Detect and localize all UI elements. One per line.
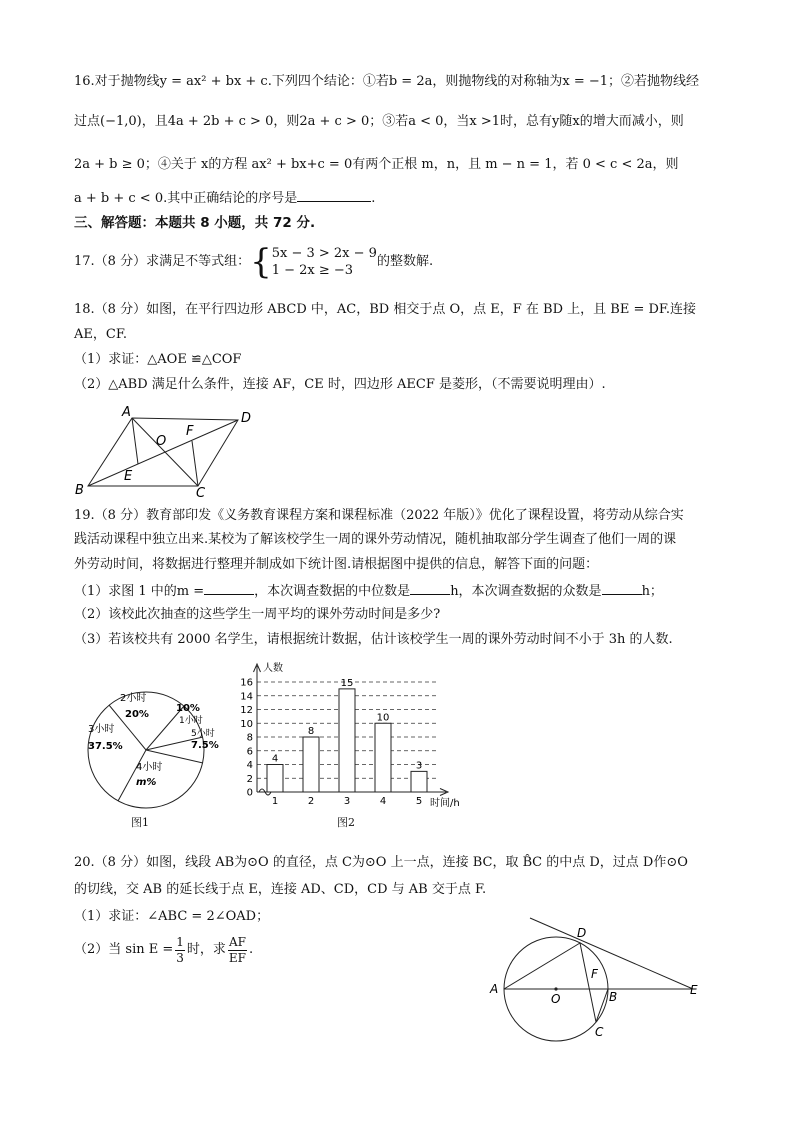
segment-cf [192, 441, 198, 486]
y-tick-label: 8 [246, 732, 253, 744]
sin-fraction-den: 3 [176, 950, 184, 965]
q19-part-1-b: ，本次调查数据的中位数是 [254, 584, 411, 599]
q17 [74, 242, 754, 282]
ratio-fraction [228, 935, 247, 966]
label-o-circle: O [551, 992, 561, 1006]
x-tick-label: 3 [343, 796, 351, 807]
pie-pct-4h: m% [136, 777, 157, 788]
ratio-num: AF [228, 934, 246, 949]
m-blank[interactable] [204, 580, 254, 595]
section-heading: 三、解答题：本题共 8 小题，共 72 分. [74, 215, 316, 231]
q20-part-2-a: （2）当 sin E = [74, 942, 174, 957]
q18-line-1: 18.（8 分）如图，在平行四边形 ABCD 中，AC，BD 相交于点 O，点 E，F 在 BD 上，且 BE = DF.连接 [74, 302, 697, 317]
fig2-caption: 图2 [337, 816, 355, 829]
pie-label-5h: 5小时 [191, 729, 215, 739]
q20-line-1: 20.（8 分）如图，线段 AB为⊙O 的直径，点 C为⊙O 上一点，连接 BC，取 B̂C 的中点 D，过点 D作⊙O [74, 855, 688, 870]
q16-line-1: 16.对于抛物线y = ax² + bx + c.下列四个结论：①若b = 2a，则抛物线的对称轴为x = −1；②若抛物线经 [74, 74, 700, 89]
pie-pct-1h: 10% [176, 703, 200, 714]
q16-line-4 [74, 187, 754, 209]
q17-system [272, 245, 377, 279]
label-d-circle: D [577, 926, 587, 940]
bar-1 [267, 765, 283, 793]
segment-ad [504, 943, 580, 989]
q16-answer-blank[interactable] [297, 187, 371, 202]
y-axis-label: 人数 [263, 663, 283, 674]
x-tick-label: 1 [271, 796, 279, 807]
q16-line-2: 过点(−1,0)，且4a + 2b + c > 0，则2a + c > 0；③若a < 0，当x >1时，总有y随x的增大而减小，则 [74, 114, 684, 129]
pie-label-2h: 2小时 [120, 693, 147, 704]
label-a: A [122, 405, 131, 420]
q17-suffix: 的整数解. [376, 254, 434, 269]
q20-part-2-b: 时，求 [186, 942, 226, 957]
y-tick-label: 14 [240, 691, 253, 703]
pie-pct-5h: 7.5% [191, 740, 219, 751]
bar-2 [303, 737, 319, 792]
label-e: E [124, 469, 133, 484]
q16-line-4-end: . [371, 191, 376, 206]
tangent-line [530, 918, 693, 989]
q19-part-2: （2）该校此次抽查的这些学生一周平均的课外劳动时间是多少? [74, 607, 441, 622]
y-tick-label: 6 [246, 746, 253, 758]
y-tick-label: 4 [246, 760, 253, 771]
segment-bc [596, 989, 608, 1022]
q20-part-2-c: . [249, 942, 254, 957]
q18-part-1: （1）求证：△AOE ≌△COF [74, 352, 242, 367]
bar-value-label: 10 [376, 712, 390, 724]
label-d: D [241, 411, 252, 426]
q20-part-1: （1）求证：∠ABC = 2∠OAD； [74, 909, 270, 924]
label-b-circle: B [609, 990, 618, 1004]
label-b: B [75, 483, 84, 497]
q16-line-3: 2a + b ≥ 0；④关于 x的方程 ax² + bx+c = 0有两个正根 m，n，且 m − n = 1，若 0 < c < 2a，则 [74, 157, 679, 172]
mode-blank[interactable] [602, 580, 642, 595]
pie-pct-2h: 20% [125, 709, 149, 720]
diagonal-bd [88, 420, 238, 486]
bar-chart [225, 655, 490, 815]
q17-prefix: 17.（8 分）求满足不等式组： [74, 254, 251, 269]
q18-line-2: AE，CF. [74, 327, 127, 342]
y-tick-label: 16 [240, 677, 253, 689]
label-c-circle: C [595, 1025, 604, 1039]
q19-part-1-c: h，本次调查数据的众数是 [450, 584, 602, 599]
q20-line-2: 的切线，交 AB 的延长线于点 E，连接 AD、CD，CD 与 AB 交于点 F. [74, 882, 487, 897]
q19-part-3: （3）若该校共有 2000 名学生，请根据统计数据，估计该校学生一周的课外劳动时间不小于 3h 的人数. [74, 632, 673, 647]
bar-4 [375, 723, 391, 792]
sin-fraction [175, 935, 185, 966]
fig1-caption: 图1 [131, 816, 149, 829]
label-c: C [196, 486, 206, 497]
q17-ineq-1: 5x − 3 > 2x − 9 [271, 246, 377, 261]
bar-marks [267, 689, 427, 792]
y-tick-label: 2 [246, 773, 253, 785]
segment-ae [132, 418, 138, 464]
bar-value-label: 4 [271, 753, 279, 765]
circle-figure [480, 915, 710, 1045]
median-blank[interactable] [410, 580, 450, 595]
y-tick-label: 12 [240, 705, 253, 716]
q19-part-1 [74, 580, 754, 602]
bar-5 [411, 771, 427, 792]
q19-part-1-a: （1）求图 1 中的m = [74, 584, 205, 599]
y-tick-label: 0 [246, 787, 253, 799]
brace-icon: { [250, 242, 272, 282]
q17-ineq-2: 1 − 2x ≥ −3 [271, 263, 354, 278]
label-f: F [186, 424, 194, 439]
x-tick-label: 2 [307, 796, 315, 807]
x-tick-label: 5 [415, 796, 423, 807]
x-tick-label: 4 [379, 796, 387, 807]
center-dot [554, 987, 557, 990]
q19-line-3: 外劳动时间，将数据进行整理并制成如下统计图.请根据图中提供的信息，解答下面的问题： [74, 557, 599, 572]
pie-pct-3h: 37.5% [88, 741, 123, 752]
ratio-den: EF [228, 950, 247, 965]
q19-part-1-d: h； [641, 584, 663, 599]
label-o: O [156, 434, 167, 449]
bar-3 [339, 689, 355, 792]
label-e-circle: E [690, 983, 698, 997]
pie-label-1h: 1小时 [179, 716, 203, 726]
bar-value-label: 3 [415, 760, 423, 772]
x-axis-label: 时间/h [430, 798, 460, 809]
q19-line-2: 践活动课程中独立出来.某校为了解该校学生一周的课外劳动情况，随机抽取部分学生调查了他们一周的课 [74, 532, 677, 547]
pie-chart [80, 680, 230, 830]
bar-value-label: 8 [307, 726, 315, 737]
pie-label-3h: 3小时 [88, 724, 115, 735]
y-tick-label: 10 [240, 718, 253, 730]
segment-dc [580, 943, 596, 1022]
sin-fraction-num: 1 [176, 934, 184, 949]
pie-label-4h: 4小时 [136, 762, 163, 773]
parallelogram-figure [70, 402, 260, 497]
q18-part-2: （2）△ABD 满足什么条件，连接 AF，CE 时，四边形 AECF 是菱形，（不需要说明理由）. [74, 377, 606, 392]
q19-line-1: 19.（8 分）教育部印发《义务教育课程方案和课程标准（2022 年版）》优化了课程设置，将劳动从综合实 [74, 508, 684, 523]
q16-line-4-text: a + b + c < 0.其中正确结论的序号是 [74, 191, 298, 206]
label-f-circle: F [591, 967, 598, 981]
bar-value-label: 15 [340, 677, 354, 689]
label-a-circle: A [490, 982, 499, 996]
